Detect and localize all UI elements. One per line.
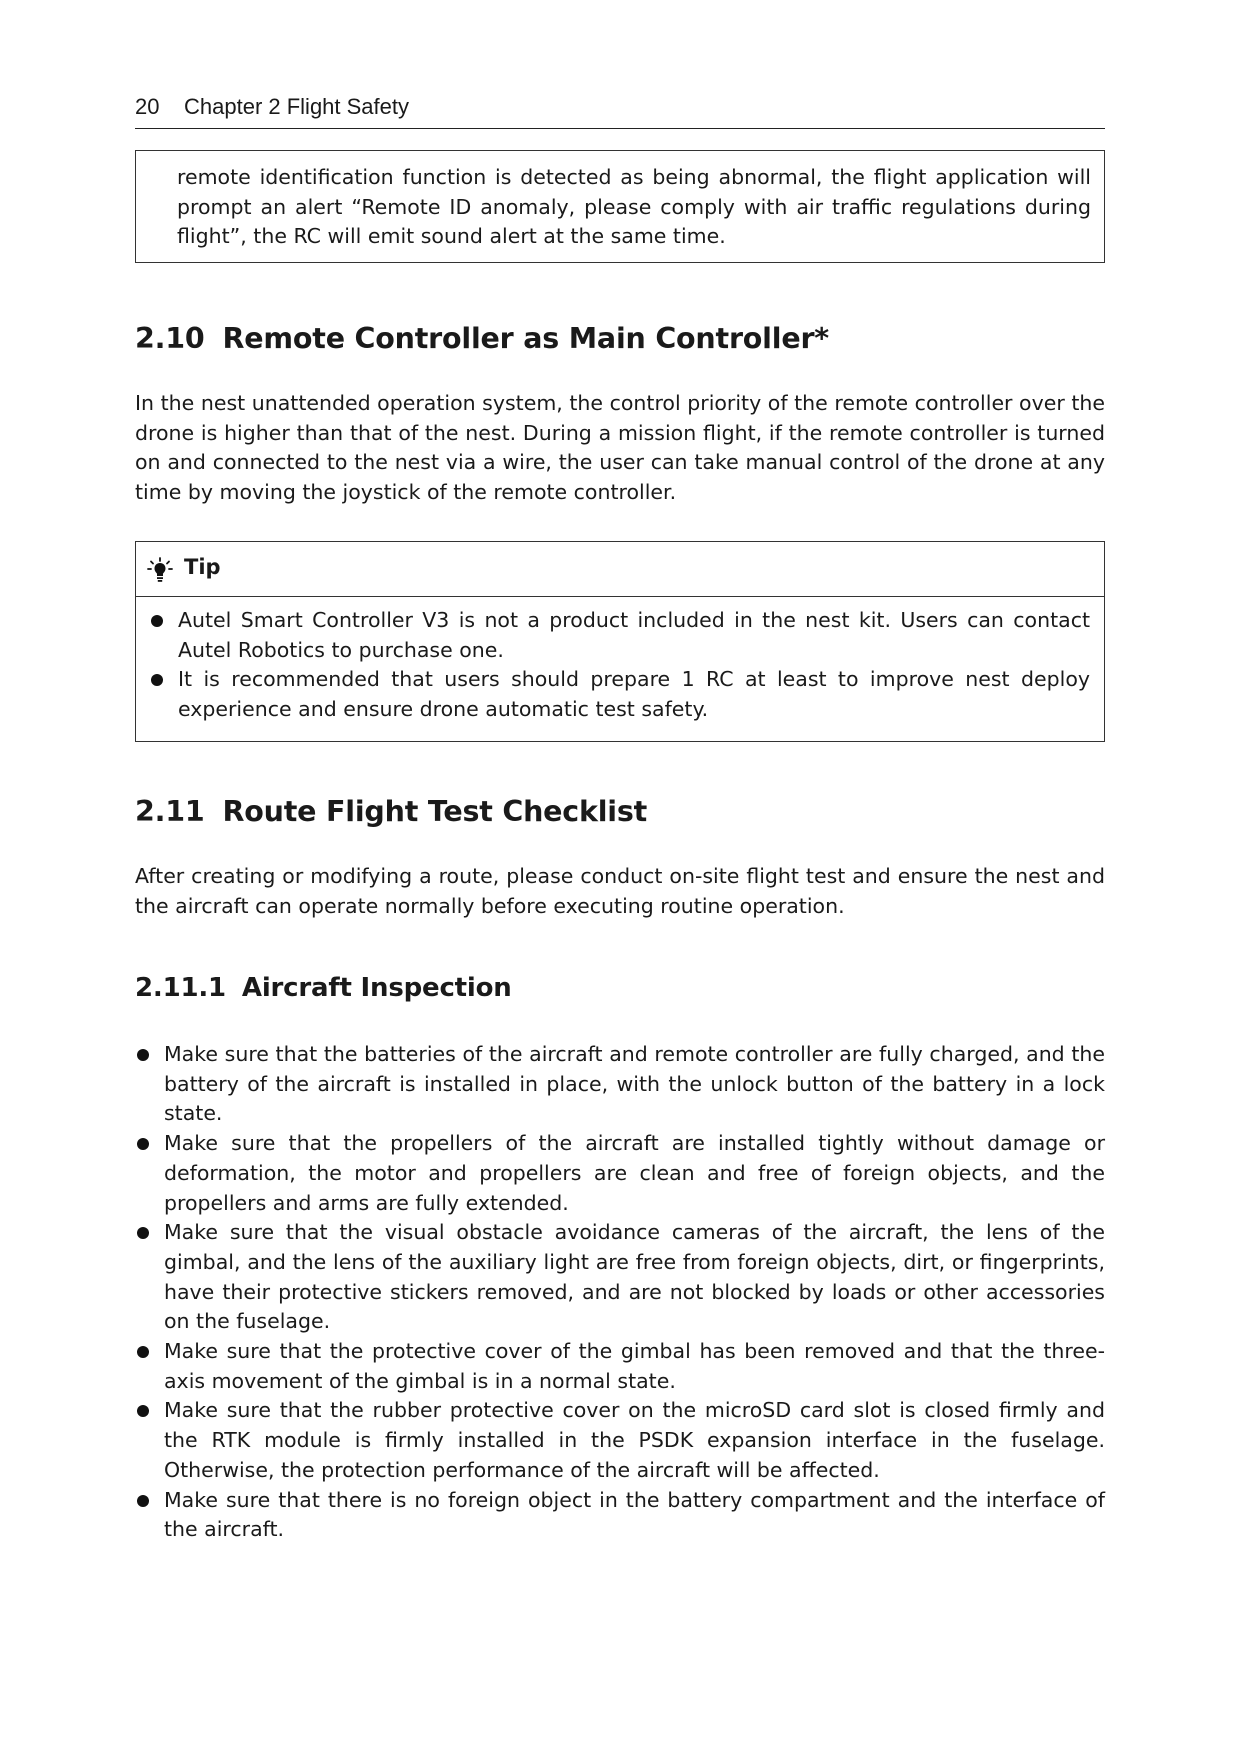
section-title: Route Flight Test Checklist (222, 795, 648, 828)
bullet-icon (137, 1495, 149, 1507)
tip-box (135, 541, 1105, 742)
list-item: Autel Smart Controller V3 is not a product included in the nest kit. Users can contact Autel Robotics to purchase one. (149, 606, 1090, 665)
tip-label: Tip (184, 555, 221, 579)
list-item: Make sure that the protective cover of the gimbal has been removed and that the three-axis movement of the gimbal is in a normal state. (135, 1337, 1105, 1396)
list-item: It is recommended that users should prepare 1 RC at least to improve nest deploy experience and ensure drone automatic test safety. (149, 665, 1090, 724)
section-2-10-paragraph: In the nest unattended operation system, the control priority of the remote controller over the drone is higher than that of the nest. During a mission flight, if the remote controller is turned on and connected to the nest via a wire, the user can take manual control of the drone at any time by moving the joystick of the remote controller. (135, 391, 1105, 505)
list-item: Make sure that the visual obstacle avoidance cameras of the aircraft, the lens of the gimbal, and the lens of the auxiliary light are free from foreign objects, dirt, or fingerprints, have their protective stickers removed, and are not blocked by loads or other accessories on the fuselage. (135, 1218, 1105, 1337)
bullet-icon (137, 1138, 149, 1150)
section-title: Remote Controller as Main Controller* (222, 322, 830, 355)
lightbulb-icon (147, 557, 173, 583)
tip-list (149, 606, 1090, 725)
continued-note-text: remote identification function is detected as being abnormal, the flight application will prompt an alert “Remote ID anomaly, please comply with air traffic regulations during flight”, the RC will emit sound alert at the same time. (177, 165, 1091, 249)
section-heading-2-11 (135, 795, 647, 828)
bullet-icon (137, 1405, 149, 1417)
continued-note-box (135, 150, 1105, 263)
tip-header (136, 542, 1104, 597)
bullet-icon (137, 1346, 149, 1358)
list-item: Make sure that there is no foreign object in the battery compartment and the interface of the aircraft. (135, 1486, 1105, 1545)
subsection-heading-2-11-1 (135, 973, 512, 1003)
section-number: 2.10 (135, 322, 205, 355)
chapter-title: Chapter 2 Flight Safety (184, 94, 410, 119)
bullet-icon (137, 1049, 149, 1061)
list-item: Make sure that the rubber protective cover on the microSD card slot is closed firmly and the RTK module is firmly installed in the PSDK expansion interface in the fuselage. Otherwise, the protection performance of the aircraft will be affected. (135, 1396, 1105, 1485)
bullet-icon (151, 615, 163, 627)
bullet-icon (151, 674, 163, 686)
list-item: Make sure that the propellers of the aircraft are installed tightly without damage or deformation, the motor and propellers are clean and free of foreign objects, and the propellers and arms are fully extended. (135, 1129, 1105, 1218)
subsection-title: Aircraft Inspection (241, 973, 512, 1003)
section-2-11-paragraph: After creating or modifying a route, please conduct on-site flight test and ensure the nest and the aircraft can operate normally before executing routine operation. (135, 864, 1105, 918)
list-item: Make sure that the batteries of the aircraft and remote controller are fully charged, and the battery of the aircraft is installed in place, with the unlock button of the battery in a lock state. (135, 1040, 1105, 1129)
running-header (135, 92, 1105, 129)
bullet-icon (137, 1227, 149, 1239)
section-heading-2-10 (135, 322, 829, 355)
inspection-list (135, 1040, 1105, 1545)
subsection-number: 2.11.1 (135, 973, 226, 1003)
section-number: 2.11 (135, 795, 205, 828)
page-number: 20 (135, 94, 160, 119)
